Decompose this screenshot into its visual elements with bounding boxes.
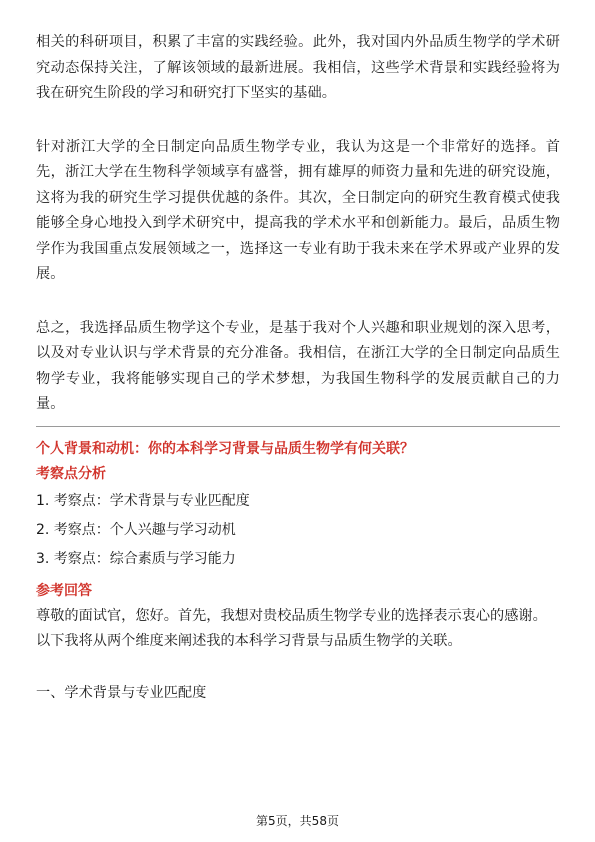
answer-section-heading: 一、学术背景与专业匹配度 bbox=[36, 684, 207, 701]
answer-intro: 尊敬的面试官，您好。首先，我想对贵校品质生物学专业的选择表示衷心的感谢。以下我将从两个维度来阐述我的本科学习背景与品质生物学的关联。 bbox=[36, 607, 547, 649]
section-divider bbox=[36, 426, 560, 427]
document-page bbox=[36, 30, 560, 706]
answer-heading: 参考回答 bbox=[36, 582, 92, 599]
analysis-point-list bbox=[36, 487, 560, 574]
analysis-point: 3. 考察点：综合素质与学习能力 bbox=[36, 550, 236, 567]
analysis-point: 2. 考察点：个人兴趣与学习动机 bbox=[36, 521, 236, 538]
question-title: 个人背景和动机：你的本科学习背景与品质生物学有何关联？ bbox=[36, 440, 414, 457]
body-paragraph-1: 相关的科研项目，积累了丰富的实践经验。此外，我对国内外品质生物学的学术研究动态保持关注，了解该领域的最新进展。我相信，这些学术背景和实践经验将为我在研究生阶段的学习和研究打下坚实的基础。 bbox=[36, 34, 560, 101]
analysis-point: 1. 考察点：学术背景与专业匹配度 bbox=[36, 492, 250, 509]
body-paragraph-2: 针对浙江大学的全日制定向品质生物学专业，我认为这是一个非常好的选择。首先，浙江大学在生物科学领域享有盛誉，拥有雄厚的师资力量和先进的研究设施，这将为我的研究生学习提供优越的条件。其次，全日制定向的研究生教育模式使我能够全身心地投入到学术研究中，提高我的学术水平和创新能力。最后，品质生物学作为我国重点发展领域之一，选择这一专业有助于我未来在学术界或产业界的发展。 bbox=[36, 138, 560, 282]
page-number: 第5页，共58页 bbox=[256, 814, 339, 828]
paragraph-gap bbox=[36, 288, 560, 316]
body-paragraph-3: 总之，我选择品质生物学这个专业，是基于我对个人兴趣和职业规划的深入思考，以及对专业认识与学术背景的充分准备。我相信，在浙江大学的全日制定向品质生物学专业，我将能够实现自己的学术梦想，为我国生物科学的发展贡献自己的力量。 bbox=[36, 319, 560, 412]
analysis-heading: 考察点分析 bbox=[36, 465, 106, 482]
paragraph-gap bbox=[36, 107, 560, 135]
paragraph-gap bbox=[36, 655, 560, 681]
